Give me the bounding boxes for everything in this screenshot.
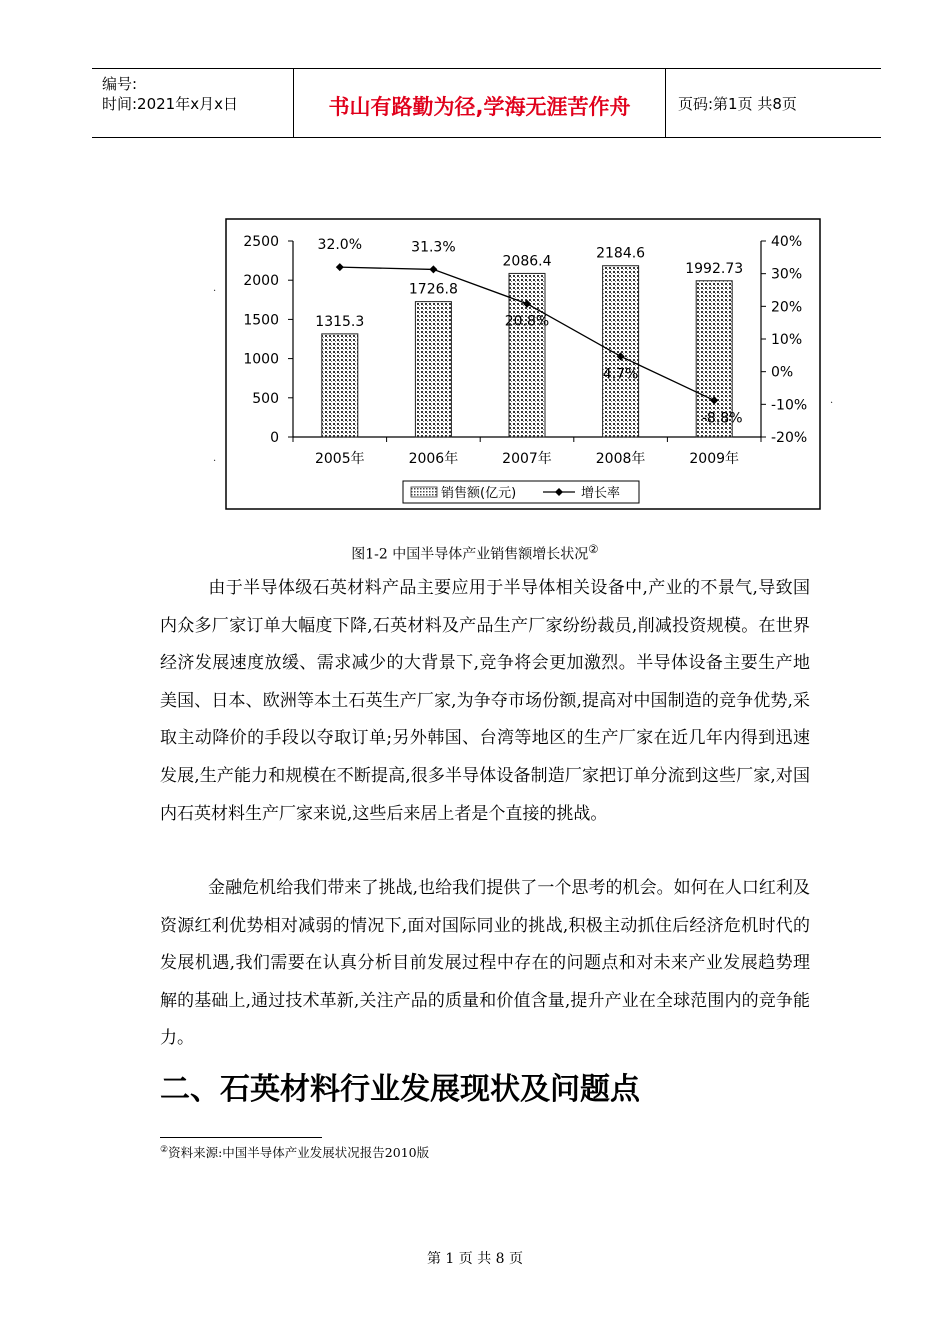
paragraph-text: 金融危机给我们带来了挑战,也给我们提供了一个思考的机会。如何在人口红利及资源红利优势相对减弱的情况下,面对国际同业的挑战,积极主动抓住后经济危机时代的发展机遇,我们需要在认真分析目前发展过程中存在的问题点和对未来产业发展趋势理解的基础上,通过技术革新,关注产品的质量和价值含量,提升产业在全球范围内的竞争能力。 — [160, 878, 810, 1049]
legend-bar-label: 销售额(亿元) — [441, 486, 517, 501]
page-footer: 第 1 页 共 8 页 — [426, 1251, 524, 1267]
y-left-tick-label: 1000 — [243, 351, 279, 368]
sales-bar-label: 1992.73 — [685, 260, 744, 277]
y-right-tick-label: 20% — [771, 299, 803, 316]
y-right-tick-label: -20% — [771, 430, 808, 446]
y-left-tick-label: 1500 — [243, 312, 279, 329]
sales-bar — [603, 266, 639, 437]
y-right-tick-label: 40% — [771, 234, 803, 250]
y-left-tick-label: 2000 — [243, 273, 279, 290]
body-paragraph — [160, 870, 810, 1058]
figure-caption — [0, 542, 950, 564]
legend-bar-swatch — [411, 487, 437, 497]
footnote-text: 资料来源:中国半导体产业发展状况报告2010版 — [168, 1145, 430, 1160]
sales-bar — [322, 334, 358, 437]
x-tick-label: 2007年 — [502, 451, 552, 467]
chart-svg — [225, 215, 825, 511]
footnote — [160, 1143, 429, 1161]
doc-number-label: 编号: — [102, 75, 138, 93]
y-left-tick-label: 2500 — [243, 234, 279, 250]
sales-growth-chart — [225, 215, 825, 511]
scan-mark: · — [213, 286, 217, 297]
scan-mark: · — [830, 398, 834, 409]
section-heading: 二、石英材料行业发展现状及问题点 — [160, 1072, 640, 1107]
growth-rate-label: 20.8% — [504, 313, 550, 330]
doc-time-label: 时间:2021年x月x日 — [102, 95, 238, 113]
legend-line-label: 增长率 — [581, 486, 621, 501]
growth-rate-label: 4.7% — [602, 366, 639, 383]
sales-bar-label: 2184.6 — [596, 245, 646, 262]
figure-note-mark: ② — [588, 542, 599, 556]
sales-bar-label: 1315.3 — [315, 313, 365, 330]
header-motto-cell — [294, 69, 666, 137]
growth-rate-label: -8.8% — [701, 410, 743, 427]
header-page-number: 页码:第1页 共8页 — [678, 95, 797, 113]
sales-bar-label: 2086.4 — [502, 253, 552, 270]
document-header — [92, 68, 881, 138]
y-right-tick-label: 0% — [771, 364, 794, 381]
x-tick-label: 2006年 — [408, 451, 459, 467]
sales-bar — [509, 273, 545, 437]
header-meta-cell — [92, 69, 294, 137]
paragraph-text: 由于半导体级石英材料产品主要应用于半导体相关设备中,产业的不景气,导致国内众多厂家订单大幅度下降,石英材料及产品生产厂家纷纷裁员,削减投资规模。在世界经济发展速度放缓、需求减少的大背景下,竞争将会更加激烈。半导体设备主要生产地美国、日本、欧洲等本土石英生产厂家,为争夺市场份额,提高对中国制造的竞争优势,采取主动降价的手段以夺取订单;另外韩国、台湾等地区的生产厂家在近几年内得到迅速发展,生产能力和规模在不断提高,很多半导体设备制造厂家把订单分流到这些厂家,对国内石英材料生产厂家来说,这些后来居上者是个直接的挑战。 — [160, 578, 810, 824]
y-right-tick-label: 30% — [771, 266, 803, 283]
growth-rate-label: 32.0% — [317, 237, 363, 254]
x-tick-label: 2009年 — [689, 451, 740, 467]
y-left-tick-label: 500 — [252, 390, 279, 407]
header-page-cell — [666, 69, 881, 137]
scan-mark: · — [213, 456, 217, 467]
y-right-tick-label: 10% — [771, 332, 803, 348]
sales-bar-label: 1726.8 — [408, 281, 458, 298]
footnote-rule — [160, 1137, 322, 1138]
y-left-tick-label: 0 — [270, 430, 279, 446]
footnote-mark: ② — [160, 1144, 169, 1155]
body-paragraph — [160, 570, 810, 833]
x-tick-label: 2008年 — [595, 451, 646, 467]
growth-rate-label: 31.3% — [411, 239, 456, 256]
header-motto: 书山有路勤为径,学海无涯苦作舟 — [328, 95, 631, 119]
y-right-tick-label: -10% — [771, 397, 808, 414]
figure-caption-text: 图1-2 中国半导体产业销售额增长状况 — [351, 546, 589, 563]
sales-bar — [415, 302, 451, 437]
x-tick-label: 2005年 — [314, 451, 365, 467]
